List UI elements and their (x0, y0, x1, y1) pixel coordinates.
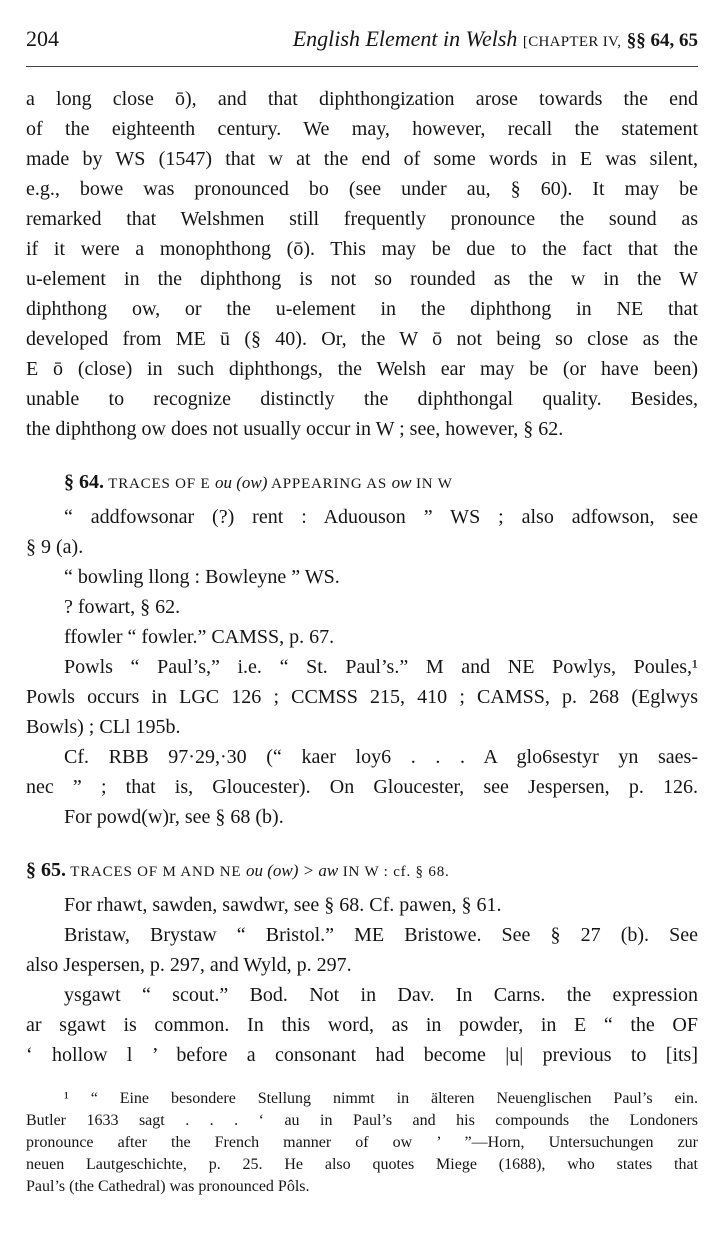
running-title (293, 26, 698, 52)
entry-line: ? fowart, § 62. (64, 596, 181, 618)
book-title: English Element in Welsh (292, 26, 518, 51)
entry-line: “ addfowsonar (?) rent : Aduouson ” WS ; also adfowson, see (64, 506, 698, 528)
entry-line: ar sgawt is common. In this word, as in powder, in E “ the OF (26, 1014, 698, 1036)
text-line: unable to recognize distinctly the diphthongal quality. Besides, (26, 388, 698, 410)
page (26, 22, 698, 1195)
footnote-line: Butler 1633 sagt . . . ‘ au in Paul’s and his compounds the Londoners (26, 1112, 698, 1129)
text-line: diphthong ow, or the u-element in the diphthong in NE that (26, 298, 698, 320)
section-65-title: IN W : cf. § 68. (342, 864, 450, 880)
section-64-title: ou (ow) (215, 473, 268, 492)
entry-line: ysgawt “ scout.” Bod. Not in Dav. In Carns. the expression (64, 984, 698, 1006)
entry-line: nec ” ; that is, Gloucester). On Gloucester, see Jespersen, p. 126. (26, 776, 698, 798)
text-line: developed from ME ū (§ 40). Or, the W ō not being so close as the (26, 328, 698, 350)
chapter-ref: [CHAPTER IV, (522, 34, 622, 50)
footnote-line: neuen Lautgeschichte, p. 25. He also quotes Miege (1688), who states that (26, 1156, 698, 1173)
entry-line: Bristaw, Brystaw “ Bristol.” ME Bristowe. See § 27 (b). See (64, 924, 698, 946)
text-line: E ō (close) in such diphthongs, the Welsh ear may be (or have been) (26, 358, 698, 380)
text-line: made by WS (1547) that w at the end of some words in E was silent, (26, 148, 698, 170)
text-line: of the eighteenth century. We may, however, recall the statement (26, 118, 698, 140)
section-64-heading (26, 462, 698, 502)
entry-line: For powd(w)r, see § 68 (b). (64, 806, 284, 828)
text-line: remarked that Welshmen still frequently pronounce the sound as (26, 208, 698, 230)
entry-line: Cf. RBB 97·29,·30 (“ kaer loy6 . . . A glo6sestyr yn saes- (64, 746, 698, 768)
entry-line: Powls occurs in LGC 126 ; CCMSS 215, 410 ; CAMSS, p. 268 (Eglwys (26, 686, 698, 708)
section-ref: §§ 64, 65 (626, 30, 698, 51)
section-65-title: TRACES OF M AND NE (70, 864, 242, 880)
page-number: 204 (26, 26, 59, 51)
entry-line: ffowler “ fowler.” CAMSS, p. 67. (64, 626, 335, 648)
entry-line: For rhawt, sawden, sawdwr, see § 68. Cf. pawen, § 61. (64, 894, 502, 916)
section-65-title: ou (ow) > aw (245, 861, 339, 880)
header-rule (26, 66, 698, 67)
footnote-line: ¹ “ Eine besondere Stellung nimmt in älteren Neuenglischen Paul’s ein. (64, 1090, 698, 1107)
running-header (26, 22, 698, 62)
entry-line: also Jespersen, p. 297, and Wyld, p. 297. (26, 954, 352, 976)
section-65-heading (26, 850, 698, 890)
text-line: a long close ō), and that diphthongization arose towards the end (26, 88, 698, 110)
text-line: if it were a monophthong (ō). This may be due to the fact that the (26, 238, 698, 260)
footnote-line: Paul’s (the Cathedral) was pronounced Pôls. (26, 1178, 310, 1195)
entry-line: § 9 (a). (26, 536, 84, 558)
entry-line: “ bowling llong : Bowleyne ” WS. (64, 566, 340, 588)
text-line: the diphthong ow does not usually occur in W ; see, however, § 62. (26, 418, 564, 440)
page-body (26, 84, 698, 1198)
footnote-line: pronounce after the French manner of ow ’ ”—Horn, Untersuchungen zur (26, 1134, 698, 1151)
intro-paragraph (26, 84, 698, 444)
entry-line: Bowls) ; CLl 195b. (26, 716, 181, 738)
text-line: e.g., bowe was pronounced bo (see under au, § 60). It may be (26, 178, 698, 200)
section-64-title: ow (391, 473, 412, 492)
section-64-number: § 64. (64, 471, 104, 493)
footnote (26, 1088, 698, 1198)
entry-line: ‘ hollow l ’ before a consonant had become |u| previous to [its] (26, 1044, 698, 1066)
section-64-title: APPEARING AS (271, 476, 388, 492)
section-65-number: § 65. (26, 859, 66, 881)
text-line: u-element in the diphthong is not so rounded as the w in the W (26, 268, 698, 290)
section-64-title: TRACES OF E (108, 476, 211, 492)
section-64-title: IN W (416, 476, 453, 492)
entry-line: Powls “ Paul’s,” i.e. “ St. Paul’s.” M and NE Powlys, Poules,¹ (64, 656, 698, 678)
